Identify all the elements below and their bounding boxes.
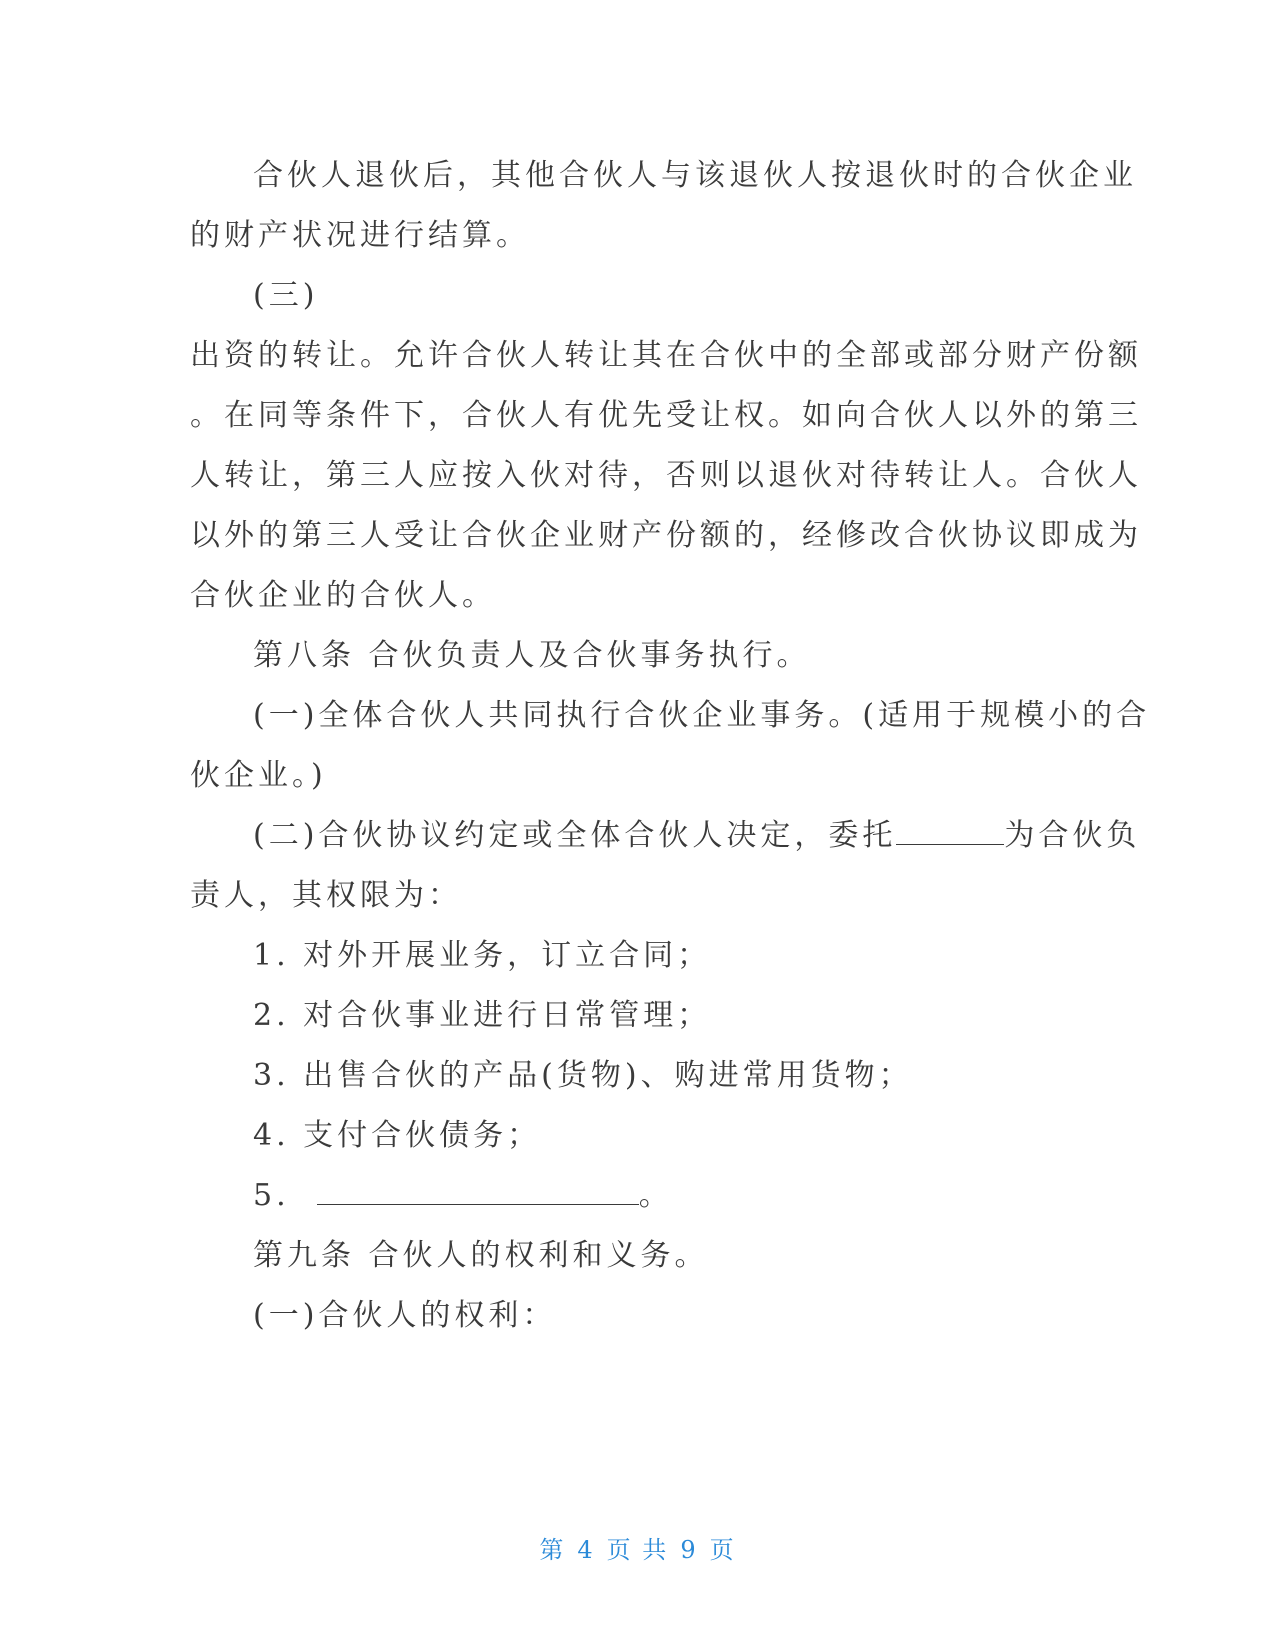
- paragraph-text: (二)合伙协议约定或全体合伙人决定，委托: [253, 818, 897, 853]
- footer-page-number: 4: [577, 1536, 595, 1564]
- paragraph-line: 的财产状况进行结算。: [190, 218, 530, 253]
- footer-middle: 页 共: [606, 1536, 669, 1564]
- paragraph-line: 责人，其权限为：: [190, 878, 462, 913]
- paragraph-line: 合伙企业的合伙人。: [190, 578, 496, 613]
- list-item: 1. 对外开展业务，订立合同；: [253, 938, 712, 973]
- paragraph-line: 伙企业。): [190, 758, 327, 793]
- paragraph-line: (一)全体合伙人共同执行合伙企业事务。(适用于规模小的合: [253, 698, 1151, 733]
- paragraph-line: 出资的转让。允许合伙人转让其在合伙中的全部或部分财产份额: [190, 338, 1142, 373]
- paragraph-line: 合伙人退伙后，其他合伙人与该退伙人按退伙时的合伙企业: [253, 158, 1137, 193]
- footer-suffix: 页: [709, 1536, 736, 1564]
- article-heading: 第八条 合伙负责人及合伙事务执行。: [253, 638, 811, 673]
- list-item: 2. 对合伙事业进行日常管理；: [253, 998, 712, 1033]
- fill-in-blank[interactable]: [896, 822, 1004, 845]
- section-marker: (三): [253, 278, 319, 313]
- document-body: [190, 146, 1151, 1346]
- paragraph-text: 为合伙负: [1004, 818, 1141, 853]
- list-item: 4. 支付合伙债务；: [253, 1118, 542, 1153]
- footer-total-pages: 9: [680, 1536, 698, 1564]
- list-number: 5.: [253, 1178, 290, 1213]
- paragraph-line: 人转让，第三人应按入伙对待，否则以退伙对待转让人。合伙人: [190, 458, 1142, 493]
- fill-in-blank[interactable]: [317, 1182, 639, 1205]
- list-punctuation: 。: [638, 1178, 673, 1213]
- list-item: 3. 出售合伙的产品(货物)、购进常用货物；: [253, 1058, 913, 1093]
- paragraph-line: 。在同等条件下，合伙人有优先受让权。如向合伙人以外的第三: [190, 398, 1142, 433]
- footer-prefix: 第: [539, 1536, 566, 1564]
- paragraph-line: 以外的第三人受让合伙企业财产份额的，经修改合伙协议即成为: [190, 518, 1142, 553]
- page-footer: [0, 1530, 1275, 1565]
- paragraph-line: (一)合伙人的权利：: [253, 1298, 557, 1333]
- article-heading: 第九条 合伙人的权利和义务。: [253, 1238, 709, 1273]
- list-item-with-blank: [190, 1166, 1070, 1226]
- paragraph-line-with-blank: [190, 806, 1141, 866]
